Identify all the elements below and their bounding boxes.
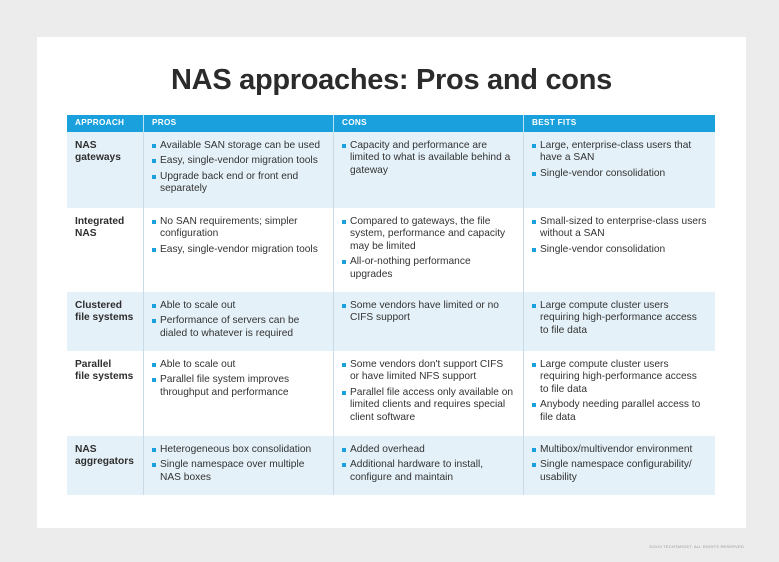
approach-line: NAS	[75, 444, 97, 455]
list-item	[532, 168, 707, 180]
bullet-square-icon	[152, 304, 156, 308]
list-item	[342, 216, 515, 253]
approach-line: NAS	[75, 140, 97, 151]
fits-text: Single namespace configurability/ usability	[540, 459, 692, 483]
list-item	[532, 444, 707, 456]
bullet-square-icon	[152, 378, 156, 382]
list-item	[532, 459, 707, 484]
bullet-square-icon	[342, 363, 346, 367]
bullet-square-icon	[152, 175, 156, 179]
fits-cell	[524, 208, 715, 292]
table-row	[67, 436, 715, 495]
bullet-square-icon	[152, 448, 156, 452]
bullet-square-icon	[532, 220, 536, 224]
list-item	[152, 216, 325, 241]
pros-text: Easy, single-vendor migration tools	[160, 155, 318, 167]
bullet-square-icon	[532, 144, 536, 148]
header-cons: CONS	[334, 115, 524, 132]
approach-line: file systems	[75, 312, 134, 324]
bullet-square-icon	[152, 463, 156, 467]
fits-text: Anybody needing parallel access to file data	[540, 399, 701, 423]
approach-line: Clustered	[75, 300, 122, 311]
bullet-square-icon	[342, 304, 346, 308]
pros-text: Performance of servers can be dialed to whatever is required	[160, 315, 300, 339]
list-item	[342, 459, 515, 484]
cons-cell	[334, 436, 524, 495]
bullet-square-icon	[342, 448, 346, 452]
list-item	[152, 444, 325, 456]
cons-cell	[334, 351, 524, 436]
fits-text: Single-vendor consolidation	[540, 167, 666, 179]
cons-cell	[334, 208, 524, 292]
fits-cell	[524, 436, 715, 495]
pros-cell	[144, 292, 334, 351]
list-item	[532, 399, 707, 424]
fits-text: Large, enterprise-class users that have a SAN	[540, 140, 692, 164]
list-item	[152, 315, 325, 340]
cons-text: Some vendors don't support CIFS or have limited NFS support	[350, 359, 504, 383]
pros-text: Able to scale out	[160, 300, 236, 311]
table-row	[67, 132, 715, 208]
table-row	[67, 292, 715, 351]
fits-cell	[524, 292, 715, 351]
pros-cell	[144, 351, 334, 436]
approach-cell	[67, 436, 144, 495]
table-header-row	[67, 115, 715, 132]
pros-text: Upgrade back end or front end separately	[160, 170, 299, 195]
fits-text: Small-sized to enterprise-class users without a SAN	[540, 216, 707, 240]
pros-text: Easy, single-vendor migration tools	[160, 243, 318, 255]
header-best-fits: BEST FITS	[532, 118, 577, 128]
header-approach: APPROACH	[67, 115, 144, 132]
fits-text: Large compute cluster users requiring high-performance access to file data	[540, 359, 697, 395]
pros-text: Heterogeneous box consolidation	[160, 444, 312, 455]
header-pros: PROS	[144, 115, 334, 132]
fits-cell	[524, 132, 715, 208]
pros-text: Parallel file system improves throughput and performance	[160, 374, 290, 398]
approach-line: aggregators	[75, 456, 134, 468]
bullet-square-icon	[532, 172, 536, 176]
cons-text: Additional hardware to install, configure and maintain	[350, 459, 484, 483]
approach-cell	[67, 132, 144, 208]
cons-text: Some vendors have limited or no CIFS support	[350, 300, 499, 324]
cons-text: Parallel file access only available on limited clients and requires special client software	[350, 386, 514, 423]
pros-cell	[144, 436, 334, 495]
pros-cell	[144, 208, 334, 292]
table-row	[67, 351, 715, 436]
bullet-square-icon	[152, 159, 156, 163]
bullet-square-icon	[342, 220, 346, 224]
list-item	[152, 300, 325, 312]
table-row	[67, 208, 715, 292]
copyright-notice: ©2019 TECHTARGET. ALL RIGHTS RESERVED	[649, 544, 744, 549]
bullet-square-icon	[532, 403, 536, 407]
list-item	[532, 300, 707, 337]
list-item	[342, 140, 515, 177]
cons-text: Compared to gateways, the file system, performance and capacity may be limited	[350, 216, 506, 252]
list-item	[342, 300, 515, 325]
cons-cell	[334, 292, 524, 351]
list-item	[152, 459, 325, 484]
cons-cell	[334, 132, 524, 208]
pros-text: Able to scale out	[160, 359, 236, 370]
fits-text: Multibox/multivendor environment	[540, 444, 693, 455]
approach-line: gateways	[75, 152, 121, 164]
cons-text: Added overhead	[350, 444, 425, 455]
list-item	[342, 256, 515, 281]
approach-cell	[67, 292, 144, 351]
approach-cell	[67, 351, 144, 436]
bullet-square-icon	[532, 448, 536, 452]
list-item	[152, 374, 325, 399]
fits-cell	[524, 351, 715, 436]
pros-text: No SAN requirements; simpler configuration	[160, 216, 298, 240]
list-item	[532, 359, 707, 396]
list-item	[152, 244, 325, 256]
bullet-square-icon	[342, 260, 346, 264]
comparison-table	[67, 115, 715, 495]
bullet-square-icon	[532, 463, 536, 467]
list-item	[532, 244, 707, 256]
approach-line: Integrated	[75, 216, 125, 227]
list-item	[342, 387, 515, 424]
approach-line: NAS	[75, 228, 97, 240]
list-item	[152, 140, 325, 152]
bullet-square-icon	[532, 363, 536, 367]
bullet-square-icon	[342, 144, 346, 148]
bullet-square-icon	[532, 304, 536, 308]
bullet-square-icon	[532, 248, 536, 252]
list-item	[152, 359, 325, 371]
cons-text: All-or-nothing performance upgrades	[350, 256, 471, 280]
approach-line: Parallel	[75, 359, 112, 370]
infographic-card	[37, 37, 746, 528]
list-item	[152, 155, 325, 167]
page-title: NAS approaches: Pros and cons	[171, 64, 612, 96]
bullet-square-icon	[342, 391, 346, 395]
bullet-square-icon	[152, 144, 156, 148]
approach-line: file systems	[75, 371, 134, 383]
list-item	[342, 359, 515, 384]
fits-text: Single-vendor consolidation	[540, 243, 666, 255]
list-item	[342, 444, 515, 456]
pros-cell	[144, 132, 334, 208]
pros-text: Available SAN storage can be used	[160, 140, 321, 151]
bullet-square-icon	[342, 463, 346, 467]
bullet-square-icon	[152, 319, 156, 323]
bullet-square-icon	[152, 248, 156, 252]
fits-text: Large compute cluster users requiring high-performance access to file data	[540, 300, 697, 336]
bullet-square-icon	[152, 220, 156, 224]
pros-text: Single namespace over multiple NAS boxes	[160, 459, 305, 483]
approach-cell	[67, 208, 144, 292]
cons-text: Capacity and performance are limited to what is available behind a gateway	[350, 140, 511, 176]
list-item	[152, 171, 325, 196]
list-item	[532, 140, 707, 165]
list-item	[532, 216, 707, 241]
bullet-square-icon	[152, 363, 156, 367]
